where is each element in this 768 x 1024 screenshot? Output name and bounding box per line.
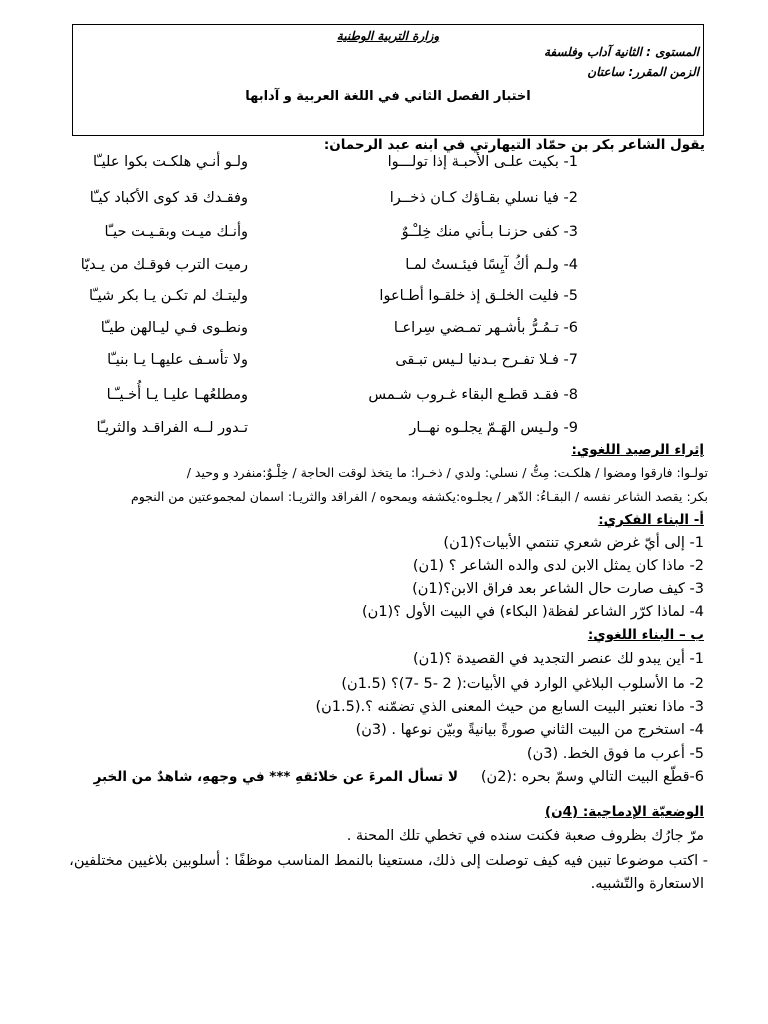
- question-item: 6-قطّع البيت التالي وسمّ بحره :(2ن): [480, 769, 704, 785]
- poem-verse: [0, 190, 578, 214]
- verse-first-hemistich: 4- ولـم أكُ آيِسًا فيئـستُ لمـا: [405, 257, 578, 273]
- verse-second-hemistich: رميت الترب فوقـك من يـديّا: [80, 257, 248, 273]
- poem-verse: [0, 288, 578, 312]
- poem-verse: [0, 320, 578, 344]
- verse-second-hemistich: تـدور لــه الفراقـد والثريـّا: [96, 420, 248, 436]
- question-item: 3- ماذا نعتبر البيت السابع من حيث المعنى الذي تضمّنه ؟.(1.5ن): [315, 699, 704, 715]
- question-item: 5- أعرب ما فوق الخط. (3ن): [526, 746, 704, 762]
- header-box: [72, 24, 704, 136]
- verse-second-hemistich: وفقـدك قد كوى الأكباد كيـّا: [89, 190, 248, 206]
- scansion-verse: لا تسأل المرءَ عن خلائقهِ *** في وجههِ، شاهدٌ من الخبرِ: [93, 769, 458, 785]
- verse-first-hemistich: 1- بكيت علـى الأحبـة إذا تولـــوا: [387, 154, 578, 170]
- integration-heading: الوضعيّة الإدماجية: (4ن): [544, 804, 704, 820]
- verse-first-hemistich: 3- كفى حزنـا بـأني منك خِلـْـوٌ: [401, 224, 578, 240]
- integration-task: - اكتب موضوعا تبين فيه كيف توصلت إلى ذلك، مستعينا بالنمط المناسب موظفًا : أسلوبين بلاغيين مختلفين،: [69, 853, 708, 869]
- question-item: 2- ما الأسلوب البلاغي الوارد في الأبيات:( 2 -5 -7)؟ (1.5ن): [341, 676, 704, 692]
- verse-first-hemistich: 8- فقـد قطـع البقاء غـروب شـمس: [368, 387, 578, 403]
- verse-first-hemistich: 9- ولـيس الهَـمّ يجلـوه نهــار: [409, 420, 578, 436]
- verse-second-hemistich: ولا تأسـف عليهـا يـا بنيـّا: [107, 352, 248, 368]
- ministry-name: وزارة التربية الوطنية: [336, 29, 440, 43]
- vocab-heading: إثراء الرصيد اللغوي:: [571, 442, 704, 458]
- verse-second-hemistich: وليتـك لم تكـن يـا بكر شيـّا: [88, 288, 248, 304]
- verse-second-hemistich: ونطـوى فـي ليـالهن طيـّا: [100, 320, 248, 336]
- question-item: 4- لماذا كرّر الشاعر لفظة( البكاء) في البيت الأول ؟(1ن): [362, 604, 704, 620]
- verse-second-hemistich: ومطلعُهـا عليـا يـا أُخـيـّـا: [106, 387, 248, 403]
- question-item: 2- ماذا كان يمثل الابن لدى والده الشاعر ؟ (1ن): [412, 558, 704, 574]
- time-label: الزمن المقرر: ساعتان: [587, 65, 699, 79]
- poem-intro: يقول الشاعر بكر بن حمّاد التيهارتي في ابنه عبد الرحمان:: [323, 137, 705, 153]
- poem-verse: [0, 224, 578, 248]
- integration-situation: مرّ جارُك بظروف صعبة فكنت سنده في تخطي تلك المحنة .: [346, 828, 704, 844]
- verse-second-hemistich: وأنـك ميـت وبقـيـت حيـّا: [104, 224, 248, 240]
- poem-verse: [0, 154, 578, 178]
- verse-first-hemistich: 2- فيا نسلي بقـاؤك كـان ذخــرا: [389, 190, 578, 206]
- poem-verse: [0, 352, 578, 376]
- poem-verse: [0, 387, 578, 411]
- section-a-heading: أ- البناء الفكري:: [598, 512, 704, 528]
- poem-verse: [0, 257, 578, 281]
- verse-first-hemistich: 6- تـمُـرُّ بأشـهر تمـضي سِراعـا: [393, 320, 578, 336]
- verse-first-hemistich: 7- فـلا تفـرح بـدنيا لـيس تبـقى: [395, 352, 578, 368]
- question-item: 1- أين يبدو لك عنصر التجديد في القصيدة ؟(1ن): [412, 651, 704, 667]
- poem-verse: [0, 420, 578, 444]
- verse-second-hemistich: ولـو أنـي هلكـت بكوا عليـّا: [93, 154, 248, 170]
- vocab-line: تولـوا: فارقوا ومضوا / هلكـت: مِتُّ / نسلي: ولدي / ذخـرا: ما يتخذ لوقت الحاجة / خِلْـوٌ:منفرد و وحيد /: [186, 465, 708, 480]
- verse-first-hemistich: 5- فليت الخلـق إذ خلقـوا أطـاعوا: [379, 288, 578, 304]
- question-item: 3- كيف صارت حال الشاعر بعد فراق الابن؟(1ن): [412, 581, 704, 597]
- level-label: المستوى : الثانية آداب وفلسفة: [543, 45, 699, 59]
- exam-title: اختبار الفصل الثاني في اللغة العربية و آدابها: [245, 89, 531, 104]
- question-item: 1- إلى أيّ غرض شعري تنتمي الأبيات؟(1ن): [443, 535, 704, 551]
- integration-task-cont: الاستعارة والتّشبيه.: [590, 876, 704, 892]
- section-b-heading: ب – البناء اللغوي:: [587, 627, 704, 643]
- question-item: 4- استخرج من البيت الثاني صورةً بيانيةً وبيّن نوعها . (3ن): [355, 722, 704, 738]
- vocab-line: بكر: يقصد الشاعر نفسه / البقـاءُ: الدّهر / يجلـوه:يكشفه ويمحوه / الفراقد والثريـا: اسمان لمجموعتين من النجوم: [130, 489, 708, 504]
